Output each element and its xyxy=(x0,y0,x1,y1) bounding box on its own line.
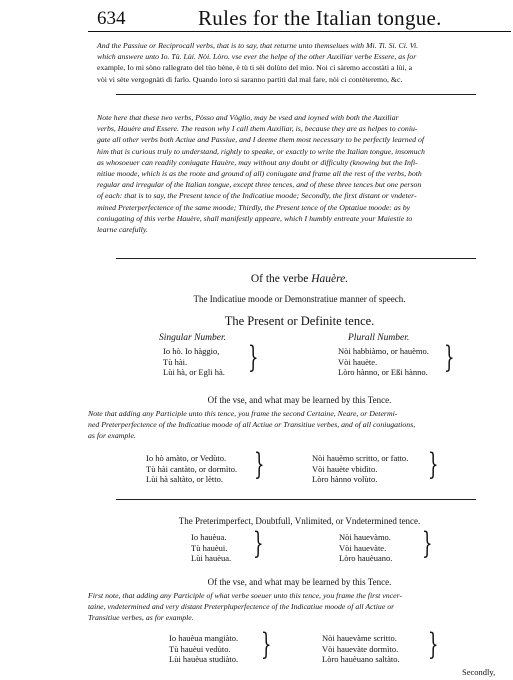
present-tense-heading: The Present or Definite tence. xyxy=(224,314,375,328)
brace-icon: } xyxy=(261,627,272,662)
verb-heading-prefix: Of the verbe xyxy=(250,273,312,285)
note-line: First note, that adding any Participle of what verbe soeuer unto this tence, you frame the first vncer- xyxy=(88,591,403,600)
note-line: coniugating of this verbe Hauère, shall manifestly appeare, which I humbly entreate your Maiestie to xyxy=(97,213,413,223)
brace-icon: } xyxy=(444,340,455,375)
example2-singular-list xyxy=(169,633,238,665)
conjugation-form: Lòro hauèuano saltàto. xyxy=(322,654,400,664)
verb-heading xyxy=(88,273,511,285)
note-line: taine, vndetermined and very distant Preterpluperfectence of the Indicatiue moode of all Actiue or xyxy=(88,602,395,612)
conjugation-form: Lòro hànno volùto. xyxy=(312,474,378,484)
note-line: as for example. xyxy=(88,431,136,441)
intro-line: which answere unto Io. Tù. Lùi. Nòi. Lòro. vse ever the helpe of the other Auxiliar verbe Essere, as for xyxy=(97,52,417,62)
note-line: as whosoeuer can readily coniugate Hauère, may without any doubt or difficulty (knowing but the Infi- xyxy=(97,157,418,167)
conjugation-form: Vòi hauevàte dormìto. xyxy=(322,643,399,654)
conjugation-form: Vòi hauète. xyxy=(338,356,378,367)
note-paragraph xyxy=(97,112,511,235)
indicative-heading: The Indicatiue moode or Demonstratiue manner of speech. xyxy=(193,294,406,304)
conjugation-form: Lùi hà, or Egli hà. xyxy=(163,367,225,377)
conjugation-form: Io hauèua mangiàto. xyxy=(169,633,239,643)
conjugation-form: Lùi hauèua studiàto. xyxy=(169,654,239,664)
note-line: mined Preterperfectence of the same moode; Thirdly, the Present tence of the Optatiue moode: as by xyxy=(97,202,411,212)
note-line: regular and irregular of the Italian tongue, except three tences, and of these three tences but one person xyxy=(97,180,422,190)
conjugation-form: Lòro hauèuano. xyxy=(339,553,393,563)
conjugation-form: Nòi hauevàme scritto. xyxy=(322,633,397,643)
note-line: verbs, Hauère and Essere. The reason why I call them Auxiliar, is, because they are as helpes to coniu- xyxy=(97,124,418,134)
brace-icon: } xyxy=(254,447,265,482)
conjugation-form: Io hauèua. xyxy=(191,532,227,542)
conjugation-form: Lòro hànno, or Eßi hànno. xyxy=(338,367,428,377)
conjugation-form: Tù hauèui. xyxy=(191,542,228,553)
divider-rule xyxy=(116,499,476,500)
note-line: Transitiue verbes, as for example. xyxy=(88,613,194,623)
conjugation-form: Tù hài cantàto, or dormìto. xyxy=(146,463,238,474)
note-line: nitiue moode, which is as the roote and ground of all) coniugate and frame all the rest of the verbs, both xyxy=(97,169,422,179)
example-singular-list xyxy=(146,453,237,485)
example2-plural-list xyxy=(322,633,400,665)
plural-heading: Plurall Number. xyxy=(348,333,410,343)
intro-line: And the Passiue or Reciprocall verbs, that is to say, that returne unto themselues with Mi. Ti. Si. Ci. Vi. xyxy=(97,41,419,50)
use-heading: Of the vse, and what may be learned by this Tence. xyxy=(207,577,392,587)
conjugation-form: Lùi hauèua. xyxy=(191,553,232,563)
conjugation-form: Tù hài. xyxy=(163,356,188,367)
example-plural-list xyxy=(312,453,408,485)
verb-heading-word: Hauère. xyxy=(311,273,349,285)
running-title: Rules for the Italian tongue. xyxy=(198,6,442,30)
page-number: 634 xyxy=(97,8,126,29)
intro-paragraph xyxy=(97,40,511,85)
brace-icon: } xyxy=(248,340,259,375)
header-rule xyxy=(88,31,511,32)
note-paragraph xyxy=(88,408,511,442)
note-line: Note here that these two verbs, Pòsso and Vòglio, may be vsed and ioyned with both the Auxiliar xyxy=(97,113,399,122)
note-line: ned Preterperfectence of the Indicatiue moode of all Actiue or Transitiue verbes, and of all coniugations, xyxy=(88,420,416,430)
note-line: him that is curious truly to understand, rightly to speake, or exactly to write the Italian tongue, insomuch xyxy=(97,146,425,156)
conjugation-form: Vòi hauète vbidìto. xyxy=(312,463,378,474)
conjugation-form: Nòi hauèmo scritto, or fatto. xyxy=(312,453,409,463)
conjugation-form: Vòi hauevàte. xyxy=(339,542,387,553)
brace-icon: } xyxy=(428,627,439,662)
intro-line: example, Io mi sòno rallegrato del tùo bène, è tù ti sèi dolùto del mìo. Noi ci sàremo accostàti a lùi, a xyxy=(97,63,413,73)
conjugation-form: Nòi habbiàmo, or hauèmo. xyxy=(338,346,429,356)
intro-line: vòi vi sète vergognàti di farlo. Quando loro si saranno partiti dal mal fare, nòi ci contèteremo, &c. xyxy=(97,74,403,84)
use-heading: Of the vse, and what may be learned by this Tence. xyxy=(207,395,392,405)
catchword: Secondly, xyxy=(462,667,496,677)
note-paragraph xyxy=(88,590,511,624)
conjugation-form: Io hò. Io hàggio, xyxy=(163,346,220,356)
note-line: gate all other verbs both Actiue and Passiue, and I deeme them most necessary to be perfectly learned of xyxy=(97,135,425,145)
singular-heading: Singular Number. xyxy=(159,333,227,343)
note-line: Note that adding any Participle unto this tence, you frame the second Certaine, Neare, or Determi- xyxy=(88,409,398,418)
divider-rule xyxy=(116,94,476,95)
conjugation-form: Io hò amàto, or Vedùto. xyxy=(146,453,227,463)
conjugation-form: Tù hauèui vedùto. xyxy=(169,643,231,654)
brace-icon: } xyxy=(253,526,264,561)
imperfect-plural-list xyxy=(339,532,392,564)
present-plural-list xyxy=(338,346,429,378)
divider-rule xyxy=(116,258,476,259)
conjugation-form: Lùi hà saltàto, or lètto. xyxy=(146,474,223,484)
imperfect-singular-list xyxy=(191,532,231,564)
present-singular-list xyxy=(163,346,225,378)
note-line: learne carefully. xyxy=(97,225,148,235)
conjugation-form: Nòi hauevàmo. xyxy=(339,532,391,542)
brace-icon: } xyxy=(428,447,439,482)
note-line: of each: that is to say, the Present tence of the Indicatiue moode; Secondly, the first distant or vndeter- xyxy=(97,191,417,201)
imperfect-heading: The Preterimperfect, Doubtfull, Vnlimited, or Vndetermined tence. xyxy=(178,516,421,526)
brace-icon: } xyxy=(422,526,433,561)
